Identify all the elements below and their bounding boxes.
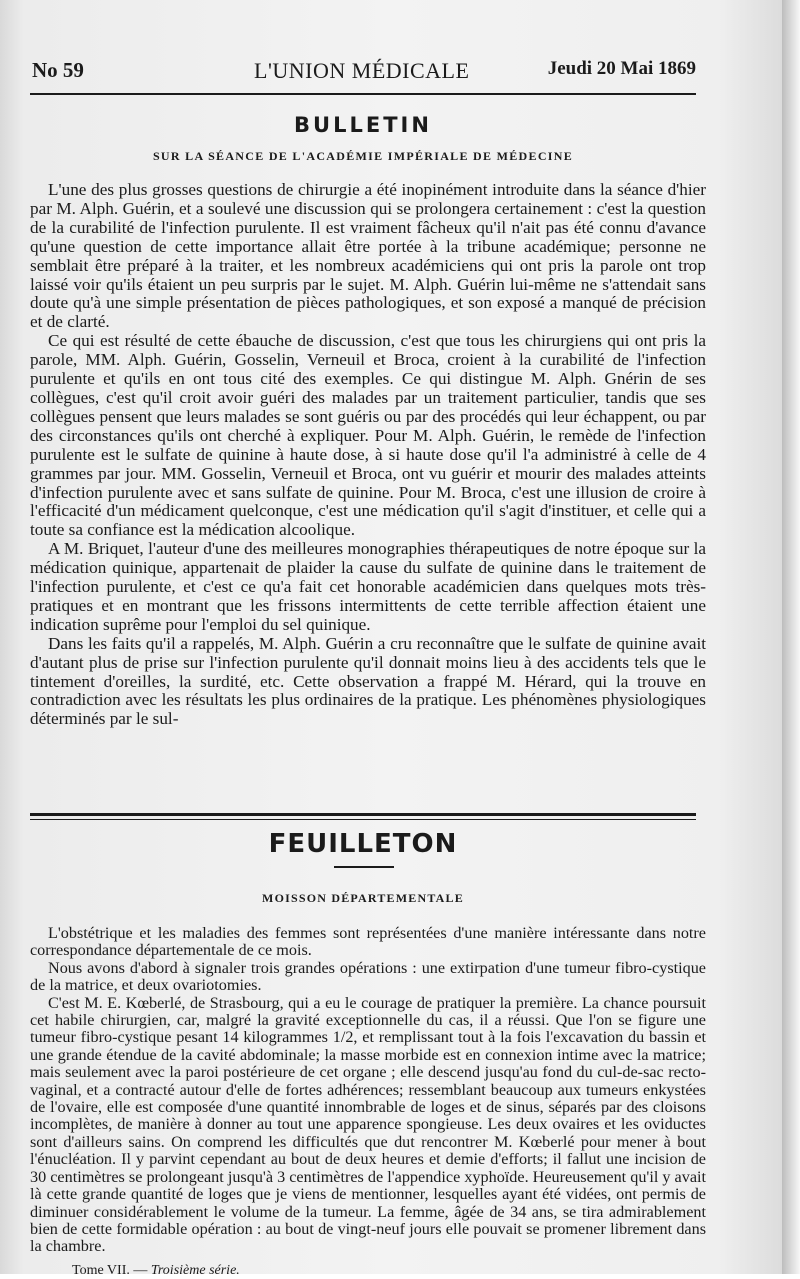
feuilleton-body xyxy=(30,925,706,1256)
page-edge xyxy=(782,0,800,1274)
bulletin-paragraph: Dans les faits qu'il a rappelés, M. Alph. Guérin a cru reconnaître que le sulfate de quinine avait d'autant plus de prise sur l'infection purulente qu'il donnait moins lieu à des accidents tels que le tintement d'oreilles, la surdité, etc. Cette observation a frappé M. Hérard, qui la trouve en contradiction avec les résultats les plus ordinaires de la pratique. Les phénomènes physiologiques déterminés par le sul- xyxy=(30,633,706,729)
feuilleton-subtitle: MOISSON DÉPARTEMENTALE xyxy=(262,891,464,905)
feuilleton-paragraph: Nous avons d'abord à signaler trois grandes opérations : une extirpation d'une tumeur fibro-cystique de la matrice, et deux ovariotomies. xyxy=(30,958,706,995)
bulletin-paragraph: Ce qui est résulté de cette ébauche de discussion, c'est que tous les chirurgiens qui ont pris la parole, MM. Alph. Guérin, Gosselin, Verneuil et Broca, croient à la curabilité de l'infection purulente et qu'ils en ont tous cité des exemples. Ce qui distingue M. Alph. Gnérin de ses collègues, c'est qu'il croit avoir guéri des malades par un traitement particulier, tandis que ses collègues pensent que leurs malades se sont guéris ou par des procédés qui leur échappent, ou par des circonstances qu'ils ont cherché à expliquer. Pour M. Alph. Guérin, le remède de l'infection purulente est le sulfate de quinine à haute dose, à si haute dose qu'il l'a administré à celle de 4 grammes par jour. MM. Gosselin, Verneuil et Broca, ont vu guérir et mourir des malades atteints d'infection purulente avec et sans sulfate de quinine. Pour M. Broca, c'est une illusion de croire à l'efficacité d'un médicament quelconque, c'est une médication qu'il s'agit d'instituer, et celle qui a toute sa confiance est la médication alcoolique. xyxy=(30,331,706,540)
bulletin-subtitle: SUR LA SÉANCE DE L'ACADÉMIE IMPÉRIALE DE MÉDECINE xyxy=(152,149,574,163)
footer-series: Troisième série. xyxy=(150,1263,240,1278)
page-footer xyxy=(72,1263,240,1279)
issue-date: Jeudi 20 Mai 1869 xyxy=(547,58,696,79)
journal-title: L'UNION MÉDICALE xyxy=(254,58,470,83)
feuilleton-title: FEUILLETON xyxy=(268,829,458,859)
issue-number: No 59 xyxy=(32,58,84,82)
feuilleton-paragraph: L'obstétrique et les maladies des femmes sont représentées d'une manière intéressante dans notre correspondance départementale de ce mois. xyxy=(30,924,706,960)
feuilleton-paragraph: C'est M. E. Kœberlé, de Strasbourg, qui a eu le courage de pratiquer la première. La chance poursuit cet habile chirurgien, car, malgré la gravité exceptionnelle du cas, il a réussi. Que l'on se figure une tumeur fibro-cystique pesant 14 kilogrammes 1/2, et remplissant tout à la fois l'excavation du bassin et une grande étendue de la cavité abdominale; la masse morbide est en connexion intime avec la matrice; mais seulement avec la paroi postérieure de cet organe ; elle descend jusqu'au fond du cul-de-sac recto-vaginal, et a contracté autour d'elle de fortes adhérences; ressemblant beaucoup aux tumeurs enkystées de l'ovaire, elle est composée d'une quantité innombrable de loges et de sinus, séparés par des cloisons incomplètes, de manière à donner au tout une apparence spongieuse. Les deux ovaires et les oviductes sont d'ailleurs sains. On comprend les difficultés que dut rencontrer M. Kœberlé pour mener à bout l'énucléation. Il y parvint cependant au bout de deux heures et demie d'efforts; il fallut une incision de 30 centimètres se prolongeant jusqu'à 3 centimètres de l'appendice xyphoïde. Heureusement qu'il y avait là cette grande quantité de loges que je viens de mentionner, lesquelles ayant été vidées, ont permis de diminuer considérablement le volume de la tumeur. La femme, âgée de 34 ans, se tira admirablement bien de cette formidable opération : au bout de vingt-neuf jours elle pouvait se promener librement dans la chambre. xyxy=(30,993,706,1256)
footer-volume: Tome VII. — xyxy=(72,1263,148,1278)
masthead-rule xyxy=(30,93,696,95)
bulletin-paragraph: L'une des plus grosses questions de chirurgie a été inopinément introduite dans la séance d'hier par M. Alph. Guérin, et a soulevé une discussion qui se prolongera certainement : c'est la question de la curabilité de l'infection purulente. Il est vraiment fâcheux qu'il n'ait pas été connu d'avance qu'une question de cette importance allait être portée à la tribune académique; personne ne semblait être préparé à la traiter, et les nombreux académiciens qui ont pris la parole ont trop laissé voir qu'ils étaient un peu surpris par le sujet. M. Alph. Guérin lui-même ne s'attendait sans doute qu'à une simple présentation de pièces pathologiques, et son exposé a manqué de précision et de clarté. xyxy=(30,180,706,332)
bulletin-body xyxy=(30,181,706,729)
feuilleton-title-underline xyxy=(334,866,394,868)
bulletin-title: BULLETIN xyxy=(294,113,432,137)
section-divider-rule-thin xyxy=(30,819,696,820)
section-divider-rule xyxy=(30,813,696,816)
bulletin-paragraph: A M. Briquet, l'auteur d'une des meilleures monographies thérapeutiques de notre époque sur la médication quinique, appartenait de plaider la cause du sulfate de quinine dans le traitement de l'infection purulente, et c'est ce qu'a fait cet honorable académicien dans quelques mots très-pratiques et en montrant que les frissons intermittents de cette terrible affection étaient une indication suprême pour l'emploi du sel quinique. xyxy=(30,539,706,634)
masthead xyxy=(30,58,696,88)
